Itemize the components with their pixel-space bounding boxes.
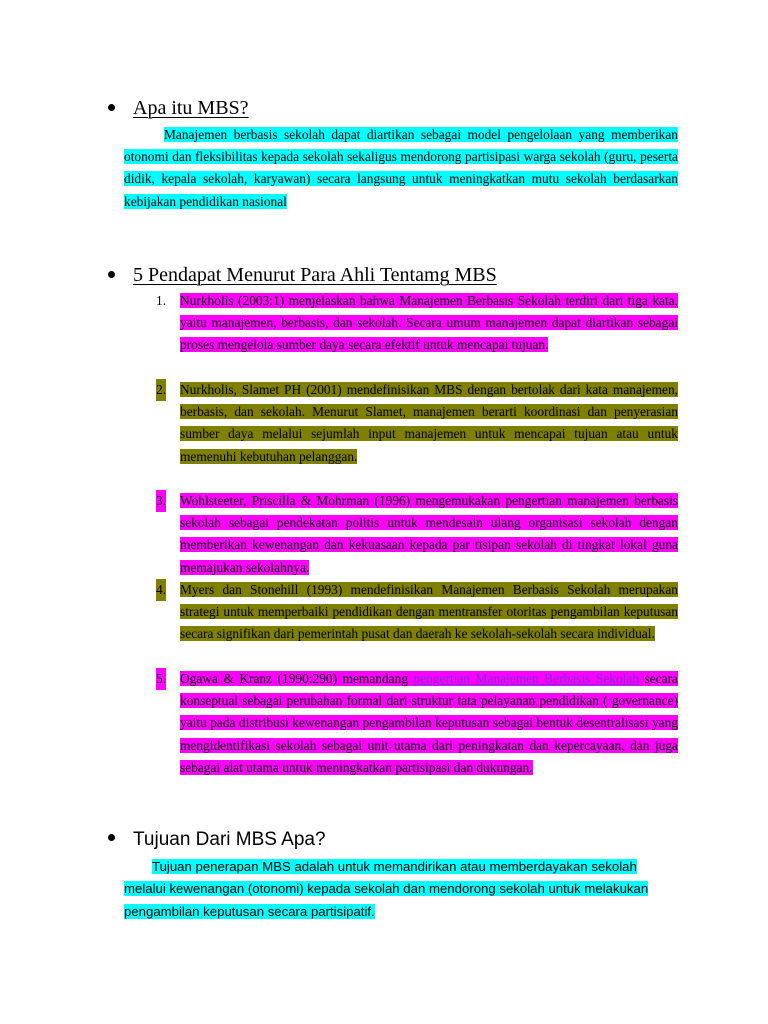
list-item-text-before: Ogawa & Kranz (1990:290) memandang <box>180 671 414 686</box>
list-number: 1. <box>156 293 167 308</box>
list-number: 5. <box>156 668 166 690</box>
list-item-5 <box>156 668 678 779</box>
list-item-text: Nurkholis (2003:1) menjelaskan bahwa Manajemen Berbasis Sekolah terdiri dari tiga kata, yaitu manajemen, berbasis, dan sekolah. Secara umum manajemen dapat diartikan sebagai proses mengelola sumber daya secara efektif untuk mencapai tujuan. <box>180 293 678 353</box>
heading-text: Tujuan Dari MBS Apa? <box>133 829 326 850</box>
link-pengertian-mbs[interactable]: pengertian Manajemen Berbasis Sekolah <box>413 671 640 686</box>
list-item-2 <box>156 379 678 468</box>
list-number: 3. <box>156 490 166 512</box>
paragraph-text: Tujuan penerapan MBS adalah untuk memandirikan atau memberdayakan sekolah melalui kewenangan (otonomi) kepada sekolah dan mendorong sekolah untuk melakukan pengambilan keputusan secara partisipatif. <box>124 859 649 919</box>
list-number: 2. <box>156 379 166 401</box>
list-item-text: Nurkholis, Slamet PH (2001) mendefinisikan MBS dengan bertolak dari kata manajemen, berbasis, dan sekolah. Menurut Slamet, manajemen berarti koordinasi dan penyerasian sumber daya melalui sejumlah input manajemen untuk mencapai tujuan atau untuk memenuhi kebutuhan pelanggan. <box>180 382 678 464</box>
list-item-text: Wohlsteeter, Priscilla & Mohrman (1996) mengemukakan pengertian manajemen berbasis sekolah sebagai pendekatan politis untuk mendesain ulang organisasi sekolah dengan memberikan kewenangan dan kekuasaan kepada par tisipan sekolah di tingkat lokal guna memajukan sekolahnya. <box>180 493 678 575</box>
list-item-text: Myers dan Stonehill (1993) mendefinisikan Manajemen Berbasis Sekolah merupakan strategi untuk memperbaiki pendidikan dengan mentransfer otoritas pengambilan keputusan secara signifikan dari pemerintah pusat dan daerah ke sekolah-sekolah secara individual. <box>180 582 678 642</box>
list-item-4 <box>156 579 678 646</box>
section-heading-pendapat-ahli <box>108 263 497 287</box>
bullet-icon <box>108 271 115 278</box>
list-item-1 <box>156 290 678 357</box>
heading-text: Apa itu MBS? <box>133 97 249 119</box>
paragraph-text: Manajemen berbasis sekolah dapat diartikan sebagai model pengelolaan yang memberikan otonomi dan fleksibilitas kepada sekolah sekaligus mendorong partisipasi warga sekolah (guru, peserta didik, kepala sekolah, karyawan) secara langsung untuk meningkatkan mutu sekolah berdasarkan kebijakan pendidikan nasional <box>124 127 678 209</box>
section-heading-apa-itu-mbs <box>108 96 249 120</box>
list-number: 4. <box>156 579 166 601</box>
list-item-3 <box>156 490 678 579</box>
paragraph-tujuan-mbs <box>124 856 654 923</box>
list-item-text-after: secara konseptual sebagai perubahan formal dari struktur tata pelayanan pendidikan ( governance) yaitu pada distribusi kewenangan pengambilan keputusan sebagai bentuk desentralisasi yang mengidentifikasi sekolah sebagai unit utama dari peningkatan dan kepercayaan, dan juga sebagai alat utama untuk meningkatkan partisipasi dan dukungan. <box>180 671 678 775</box>
bullet-icon <box>108 104 115 111</box>
paragraph-definisi-mbs <box>124 124 678 213</box>
bullet-icon <box>108 834 115 841</box>
heading-text: 5 Pendapat Menurut Para Ahli Tentamg MBS <box>133 264 497 286</box>
section-heading-tujuan-mbs <box>108 828 326 852</box>
